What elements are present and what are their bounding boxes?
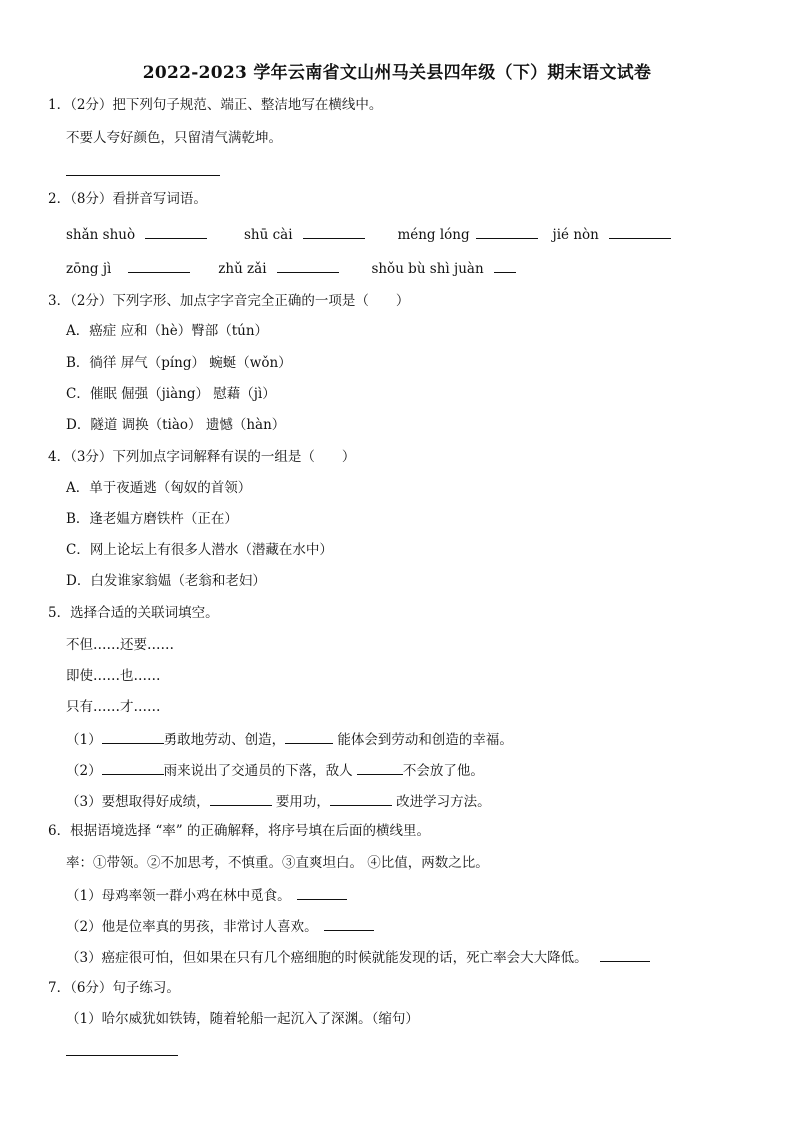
pinyin-4-blank[interactable] — [609, 224, 671, 239]
conjunction-2: 即使……也…… — [66, 668, 161, 684]
question-3-option-b[interactable]: B．徜徉 屏气（píng） 蜿蜒（wǒn） — [66, 355, 292, 371]
question-3-header: 3．（2分）下列字形、加点字字音完全正确的一项是（ ） — [48, 293, 410, 309]
item-text: 能体会到劳动和创造的幸福。 — [333, 732, 513, 748]
item-text: 不会放了他。 — [402, 763, 484, 779]
item-text: 要用功， — [271, 794, 330, 810]
question-1-sentence: 不要人夸好颜色，只留清气满乾坤。 — [66, 130, 282, 146]
pinyin-3: méng lóng — [397, 227, 470, 243]
pinyin-4: jié nòn — [552, 227, 599, 243]
question-4-option-d[interactable]: D．白发谁家翁媪（老翁和老妇） — [66, 573, 266, 589]
question-5-header: 5．选择合适的关联词填空。 — [48, 605, 219, 621]
pinyin-row-2 — [66, 258, 516, 278]
pinyin-3-blank[interactable] — [476, 224, 538, 239]
question-5-item-1 — [66, 729, 513, 749]
question-6-item-1 — [66, 885, 347, 905]
question-5-item-2 — [66, 760, 484, 780]
item-text: 雨来说出了交通员的下落，敌人 — [163, 763, 357, 779]
conjunction-1: 不但……还要…… — [66, 637, 174, 653]
item-text: （2）他是位率真的男孩，非常讨人喜欢。 — [66, 919, 318, 935]
q6-1-blank[interactable] — [297, 885, 347, 900]
q5-3-blank-a[interactable] — [210, 791, 272, 806]
q6-3-blank[interactable] — [600, 947, 650, 962]
question-4-header: 4．（3分）下列加点字词解释有误的一组是（ ） — [48, 449, 356, 465]
pinyin-5-blank[interactable] — [128, 258, 190, 273]
question-3-option-c[interactable]: C．催眠 倔强（jiàng） 慰藉（jì） — [66, 386, 276, 402]
page-title: 2022-2023 学年云南省文山州马关县四年级（下）期末语文试卷 — [142, 63, 652, 83]
q5-1-blank-a[interactable] — [102, 729, 164, 744]
pinyin-1: shǎn shuò — [66, 227, 136, 243]
item-text: 改进学习方法。 — [391, 794, 491, 810]
question-4-option-c[interactable]: C．网上论坛上有很多人潜水（潜藏在水中） — [66, 542, 333, 558]
question-6-item-2 — [66, 916, 374, 936]
question-4-option-b[interactable]: B．逢老媪方磨铁杵（正在） — [66, 511, 238, 527]
item-text: 勇敢地劳动、创造， — [163, 732, 286, 748]
pinyin-2: shū cài — [244, 227, 293, 243]
pinyin-1-blank[interactable] — [145, 224, 207, 239]
question-7-item-1: （1）哈尔威犹如铁铸，随着轮船一起沉入了深渊。（缩句） — [66, 1011, 419, 1027]
item-text: （1）母鸡率领一群小鸡在林中觅食。 — [66, 888, 291, 904]
question-3-option-d[interactable]: D．隧道 调换（tiào） 遗憾（hàn） — [66, 417, 286, 433]
question-6-item-3 — [66, 947, 650, 967]
question-2-header: 2．（8分）看拼音写词语。 — [48, 191, 207, 207]
pinyin-2-blank[interactable] — [303, 224, 365, 239]
question-4-option-a[interactable]: A．单于夜遁逃（匈奴的首领） — [66, 480, 252, 496]
q6-2-blank[interactable] — [324, 916, 374, 931]
question-1-answer-line[interactable] — [66, 174, 220, 176]
pinyin-7: shǒu bù shì juàn — [371, 261, 484, 277]
conjunction-3: 只有……才…… — [66, 699, 161, 715]
question-7-header: 7．（6分）句子练习。 — [48, 980, 180, 996]
item-text: （3）要想取得好成绩， — [66, 794, 210, 810]
pinyin-6-blank[interactable] — [277, 258, 339, 273]
pinyin-7-blank[interactable] — [494, 258, 516, 273]
question-7-answer-line[interactable] — [66, 1054, 178, 1056]
question-6-header: 6．根据语境选择 “率” 的正确解释，将序号填在后面的横线里。 — [48, 823, 430, 839]
item-number: （2） — [66, 763, 102, 779]
question-3-option-a[interactable]: A．癌症 应和（hè）臀部（tún） — [66, 323, 269, 339]
pinyin-row-1 — [66, 224, 671, 244]
q5-2-blank-b[interactable] — [357, 760, 403, 775]
question-1-header: 1．（2分）把下列句子规范、端正、整洁地写在横线中。 — [48, 97, 383, 113]
question-5-item-3 — [66, 791, 491, 811]
q5-1-blank-b[interactable] — [285, 729, 333, 744]
question-6-definitions: 率：①带领。②不加思考，不慎重。③直爽坦白。 ④比值，两数之比。 — [66, 855, 489, 871]
pinyin-6: zhǔ zǎi — [218, 261, 267, 277]
item-text: （3）癌症很可怕，但如果在只有几个癌细胞的时候就能发现的话，死亡率会大大降低。 — [66, 950, 588, 966]
pinyin-5: zōng jì — [66, 261, 112, 277]
q5-3-blank-b[interactable] — [330, 791, 392, 806]
item-number: （1） — [66, 732, 102, 748]
q5-2-blank-a[interactable] — [102, 760, 164, 775]
